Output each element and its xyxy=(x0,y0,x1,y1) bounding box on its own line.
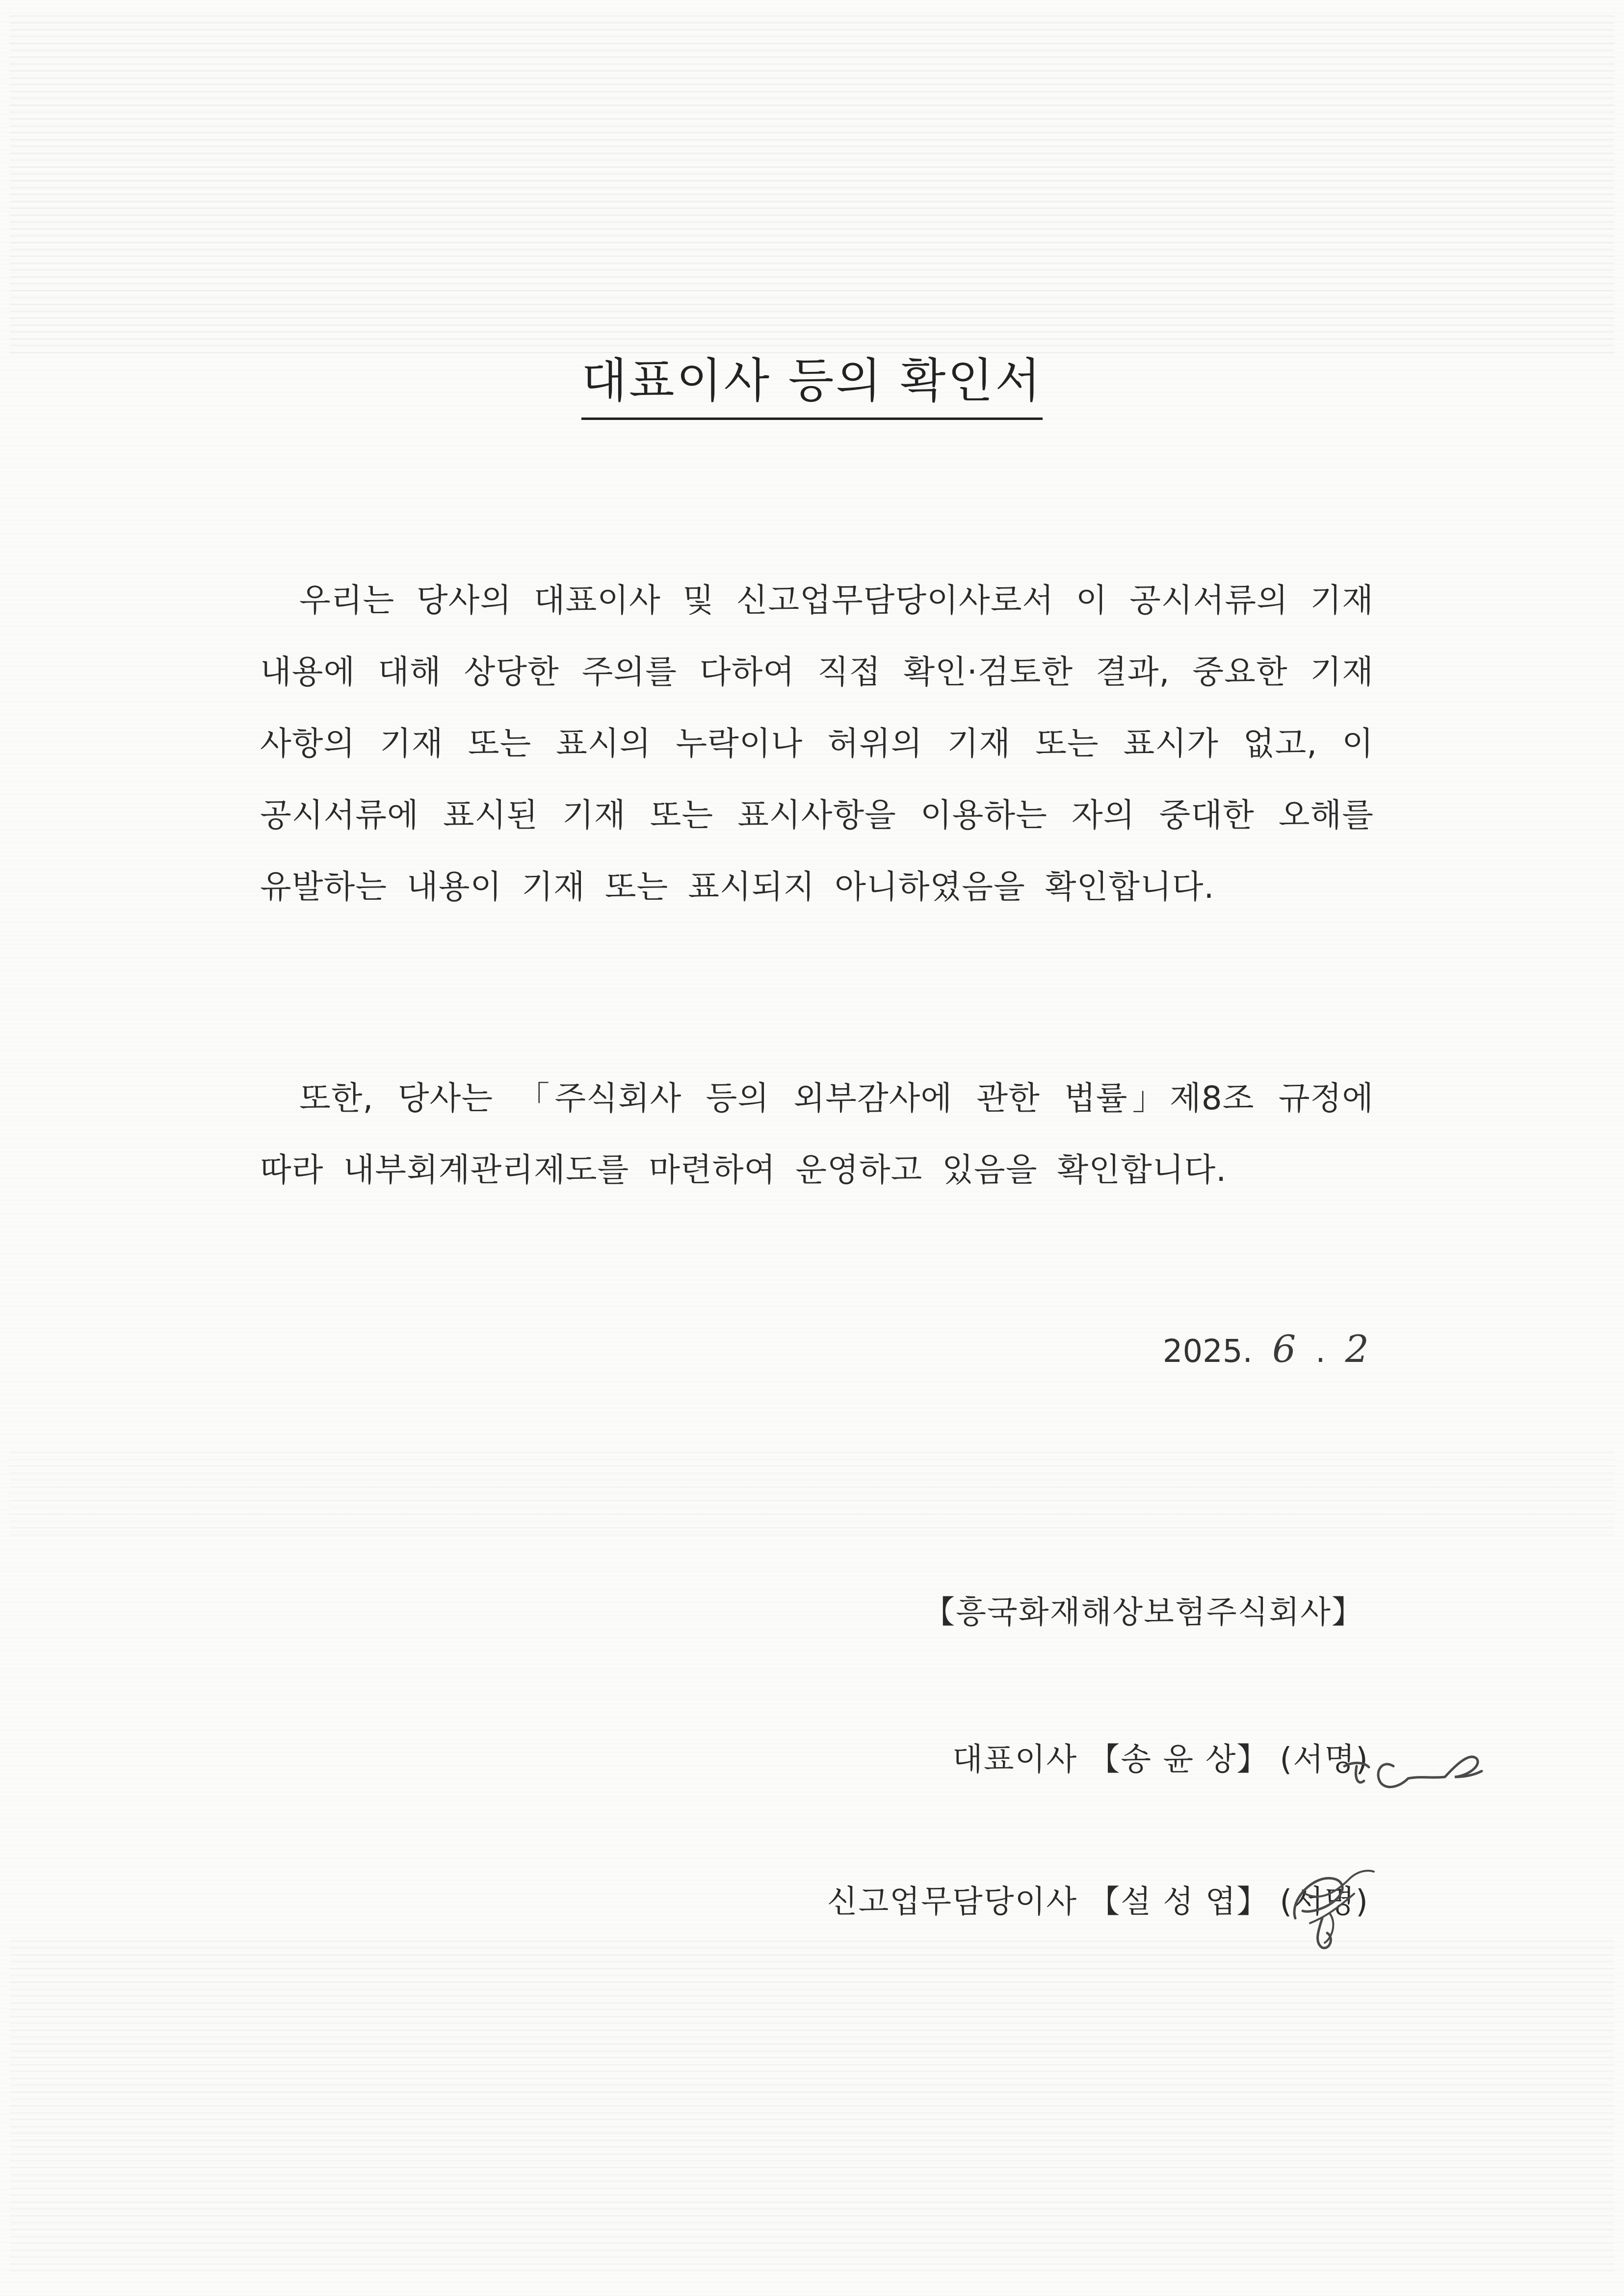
confirmation-paragraph: 우리는 당사의 대표이사 및 신고업무담당이사로서 이 공시서류의 기재내용에 대해 상당한 주의를 다하여 직접 확인·검토한 결과, 중요한 기재사항의 기재 또는 표시의 누락이나 허위의 기재 또는 표시가 없고, 이 공시서류에 표시된 기재 또는 표시사항을 이용하는 자의 중대한 오해를 유발하는 내용이 기재 또는 표시되지 아니하였음을 확인합니다. xyxy=(260,581,1374,906)
document-title-text: 대표이사 등의 확인서 xyxy=(581,343,1043,420)
ceo-sign-label: (서명) xyxy=(1280,1742,1369,1778)
ceo-signature-line xyxy=(952,1734,1369,1779)
document-date xyxy=(1163,1327,1369,1371)
officer-sign-label: (서명) xyxy=(1280,1884,1369,1920)
officer-role: 신고업무담당이사 xyxy=(827,1884,1078,1920)
ceo-handwritten-signature xyxy=(1335,1732,1492,1810)
scan-noise-middle xyxy=(10,1447,1614,1536)
internal-control-paragraph: 또한, 당사는 「주식회사 등의 외부감사에 관한 법률」제8조 규정에 따라 내부회계관리제도를 마련하여 운영하고 있음을 확인합니다. xyxy=(260,1079,1374,1189)
company-name: 【흥국화재해상보험주식회사】 xyxy=(923,1594,1364,1631)
officer-name: 【설 성 엽】 xyxy=(1088,1884,1269,1920)
date-month-handwritten: 6 xyxy=(1272,1327,1296,1371)
scan-noise-top xyxy=(10,10,1614,353)
officer-handwritten-signature xyxy=(1276,1864,1384,1957)
ceo-name: 【송 윤 상】 xyxy=(1088,1742,1269,1778)
date-separator: . xyxy=(1315,1333,1326,1370)
scan-noise-bottom xyxy=(10,1938,1614,2271)
date-day-handwritten: 2 xyxy=(1345,1327,1369,1371)
document-title xyxy=(0,343,1624,420)
date-year: 2025. xyxy=(1162,1333,1253,1370)
ceo-role: 대표이사 xyxy=(952,1742,1078,1778)
